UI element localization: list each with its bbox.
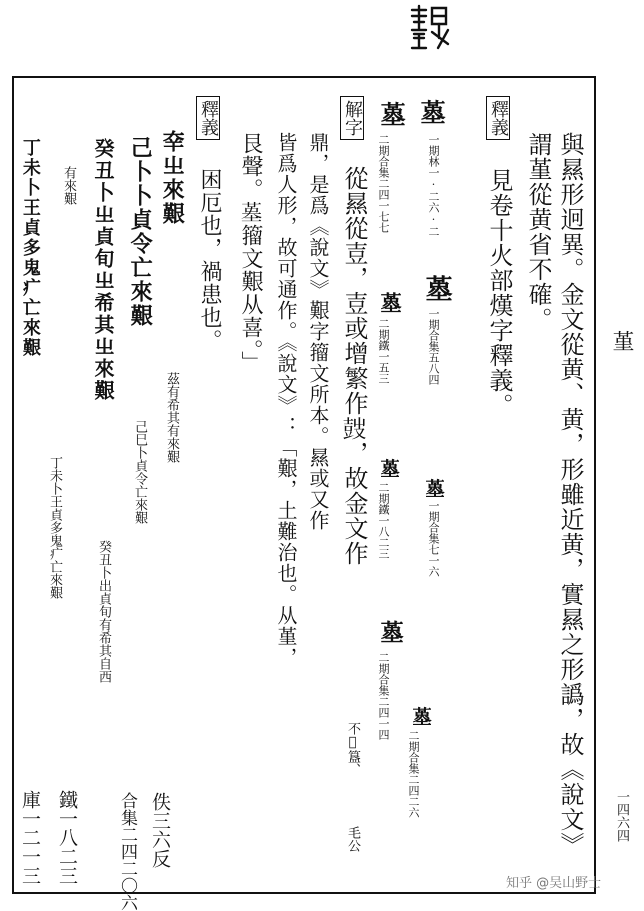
citation-1b: 二期合集二四一七七 bbox=[377, 134, 390, 233]
section-b-label: 解字 bbox=[340, 96, 364, 140]
oracle-form-3: 𡏳 bbox=[380, 291, 403, 317]
watermark: 知乎 @吴山野士 bbox=[506, 876, 602, 891]
oracle-inscription-3: 癸丑卜㞢貞旬㞢希其㞢來艱 bbox=[91, 138, 115, 402]
oracle-form-6: 𡏳 bbox=[380, 618, 404, 647]
transcription-1: 茲有希其有來艱 bbox=[164, 372, 179, 463]
oracle-form-5: 𡏳 bbox=[425, 477, 445, 501]
entry-character: 堇 bbox=[609, 330, 634, 352]
oracle-form-4: 𡏳 bbox=[380, 457, 400, 481]
citation-4: 二期鐵一八二三 bbox=[377, 482, 390, 559]
transcription-4: 丁未卜王貞多鬼疒亡來艱 bbox=[47, 456, 62, 599]
citation-2: 一期合集五八四 bbox=[427, 308, 440, 385]
oracle-inscription-4: 丁未卜王貞多鬼疒亡來艱 bbox=[19, 138, 41, 358]
page-number: 一四六四 bbox=[614, 790, 629, 842]
seal-character bbox=[408, 4, 452, 52]
section-b-text-1-tail: 不𡦹簋、 bbox=[345, 722, 360, 776]
citation-c2: 佚三六反 bbox=[149, 792, 171, 868]
section-b-text-1: 從㬎從壴，壴或增繁作𡔷，故金文作 bbox=[340, 166, 368, 566]
transcription-3b: 有來艱 bbox=[61, 166, 76, 205]
citation-1: 一期林一·二六·二 bbox=[427, 134, 440, 237]
oracle-inscription-1: 㚔㞢來艱 bbox=[159, 130, 186, 226]
citation-5: 一期合集七一六 bbox=[427, 500, 440, 577]
citation-3: 二期鐵一五三 bbox=[377, 318, 390, 384]
section-b-text-2: 鼎，是爲《說文》艱字籀文所本。㬎或又作 bbox=[306, 132, 330, 531]
section-b-text-3: 皆爲人形，故可通作。《說文》：「艱，土難治也。从堇， bbox=[274, 132, 298, 668]
transcription-3: 癸丑卜出貞旬有希其自西 bbox=[96, 540, 111, 683]
citation-c3: 合集二四二〇六 bbox=[117, 792, 137, 911]
citation-c4a: 鐵一八二三 bbox=[56, 790, 78, 885]
section-b-text-1-tail2: 毛公 bbox=[345, 826, 360, 852]
oracle-form-1: 𡏳 bbox=[420, 99, 447, 129]
transcription-2: 己巳卜貞令亡來艱 bbox=[132, 420, 147, 524]
section-a-text-3: 見卷十火部熯字釋義。 bbox=[485, 168, 513, 418]
citation-c4b: 庫一二一三 bbox=[19, 790, 41, 885]
citation-7: 二期合集二四二六 bbox=[407, 730, 420, 818]
section-c-text-1: 困厄也，禍患也。 bbox=[197, 168, 222, 352]
section-a-label: 釋義 bbox=[486, 96, 510, 140]
section-a-text-1: 與㬎形迥異。金文從黄、黄，形雖近黄，實㬎之形譌，故《說文》 bbox=[556, 132, 584, 857]
oracle-form-7: 𡏳 bbox=[412, 705, 432, 729]
oracle-inscription-2: 己卜卜貞令亡來艱 bbox=[127, 136, 154, 328]
citation-6: 二期合集二四一四 bbox=[377, 652, 390, 740]
section-a-text-2: 謂堇從黄省不確。 bbox=[524, 132, 552, 332]
oracle-form-1b: 𡏳 bbox=[380, 101, 407, 131]
oracle-form-2: 𡏳 bbox=[425, 273, 454, 306]
section-b-text-4: 艮聲。𡎸籀文艱从喜。」 bbox=[238, 132, 263, 374]
section-c-label: 釋義 bbox=[196, 96, 220, 140]
